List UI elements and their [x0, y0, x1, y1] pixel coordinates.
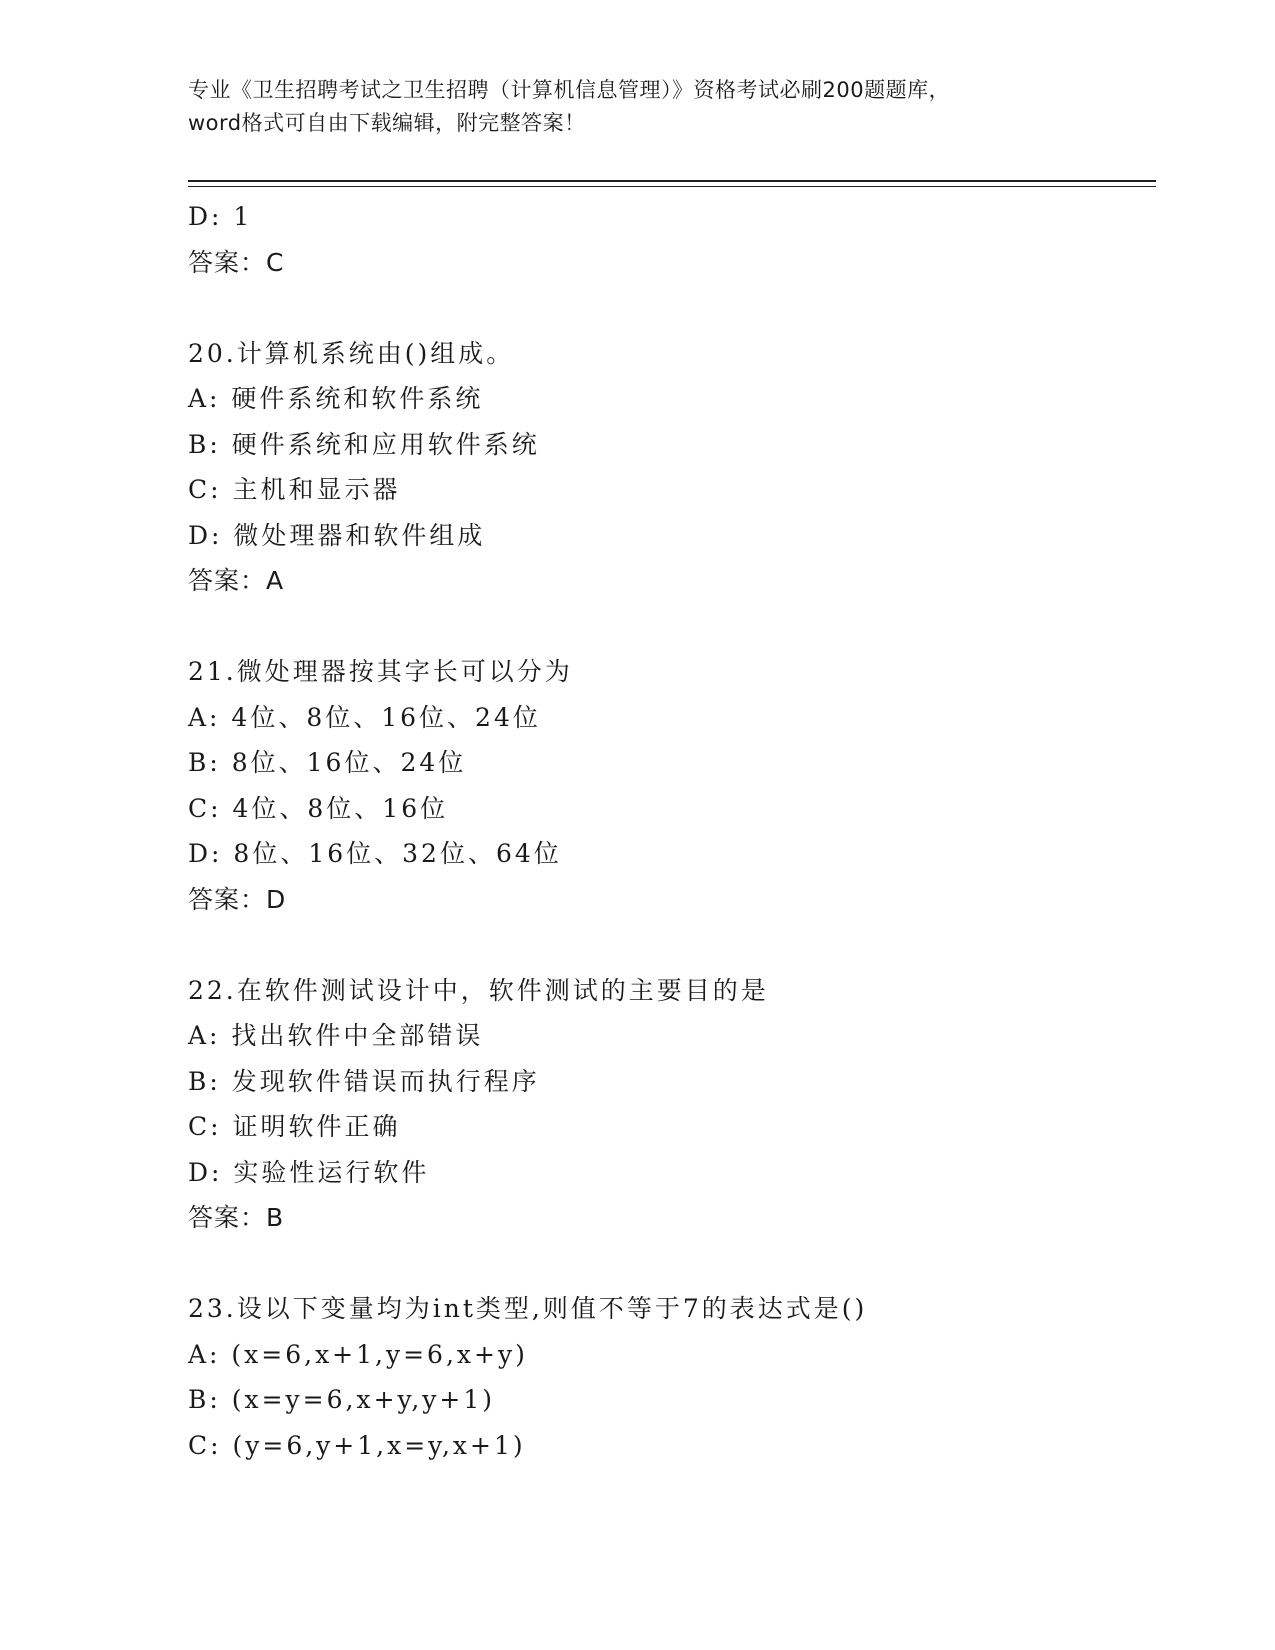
- document-header: [188, 74, 1088, 140]
- option-b: B: (x=y=6,x+y,y+1): [188, 1385, 495, 1414]
- question-stem: 23.设以下变量均为int类型,则值不等于7的表达式是(): [188, 1294, 868, 1323]
- option-d: D: 8位、16位、32位、64位: [188, 839, 562, 868]
- header-rule-thin: [188, 186, 1156, 187]
- question-stem: 21.微处理器按其字长可以分为: [188, 657, 573, 686]
- question-stem: 20.计算机系统由()组成。: [188, 338, 515, 368]
- option-c: C: 4位、8位、16位: [188, 793, 449, 823]
- option-a: A: 4位、8位、16位、24位: [188, 702, 541, 732]
- option-c: C: 主机和显示器: [188, 475, 401, 504]
- answer: 答案：A: [188, 566, 285, 595]
- option-c: C: (y=6,y+1,x=y,x+1): [188, 1430, 526, 1460]
- option-d: D: 微处理器和软件组成: [188, 520, 486, 550]
- option-b: B: 发现软件错误而执行程序: [188, 1066, 540, 1096]
- question-list: [188, 194, 1148, 1468]
- option-d: D: 实验性运行软件: [188, 1157, 430, 1187]
- option-a: A: (x=6,x+1,y=6,x+y): [188, 1339, 528, 1369]
- question-stem: 22.在软件测试设计中，软件测试的主要目的是: [188, 975, 769, 1005]
- answer: 答案：C: [188, 247, 285, 277]
- option-d: D: 1: [188, 202, 253, 231]
- option-b: B: 硬件系统和应用软件系统: [188, 429, 540, 459]
- option-b: B: 8位、16位、24位: [188, 748, 467, 777]
- header-rule-thick: [188, 180, 1156, 182]
- header-line-1: 专业《卫生招聘考试之卫生招聘（计算机信息管理）》资格考试必刷200题题库，: [188, 78, 951, 102]
- header-line-2: word格式可自由下载编辑，附完整答案！: [188, 111, 586, 135]
- option-a: A: 硬件系统和软件系统: [188, 384, 484, 413]
- answer: 答案：D: [188, 884, 287, 914]
- option-c: C: 证明软件正确: [188, 1112, 401, 1141]
- answer: 答案：B: [188, 1203, 285, 1232]
- option-a: A: 找出软件中全部错误: [188, 1021, 484, 1050]
